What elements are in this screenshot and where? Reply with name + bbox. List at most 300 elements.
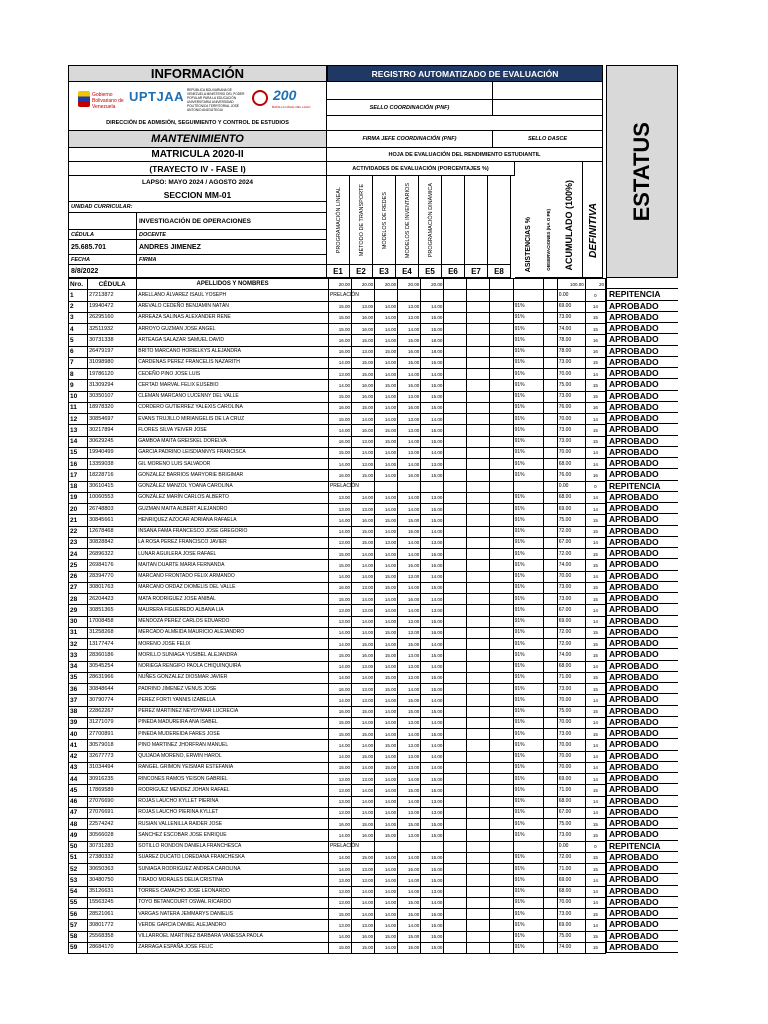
status-badge: APROBADO (606, 942, 678, 953)
grade-cell: 16.00 (421, 627, 444, 638)
row-number: 47 (69, 807, 88, 818)
grade-cell: 14.00 (375, 447, 398, 458)
grade-blank (490, 717, 513, 728)
row-observacion (543, 560, 557, 571)
grade-cell: 13.00 (328, 920, 351, 931)
grade-cell: 15.00 (421, 774, 444, 785)
docente-label: DOCENTE (136, 230, 327, 240)
row-definitiva: 15 (585, 650, 605, 661)
grade-blank (444, 582, 467, 593)
row-cedula: 30650363 (88, 864, 137, 875)
row-definitiva: 15 (585, 909, 605, 920)
grade-blank (444, 492, 467, 503)
bicentenario-logo: 200 (273, 87, 297, 103)
grade-blank (444, 549, 467, 560)
grade-blank (490, 324, 513, 335)
grade-cell: 13.00 (352, 301, 375, 312)
table-row (69, 886, 606, 897)
activity-header: PROGRAMACIÓN LINEAL (335, 187, 342, 254)
grade-blank (444, 560, 467, 571)
status-badge: APROBADO (606, 616, 678, 627)
row-observacion (543, 875, 557, 886)
row-number: 9 (69, 380, 88, 391)
grade-blank (444, 706, 467, 717)
table-row (69, 369, 606, 380)
grade-cell: 15.00 (375, 515, 398, 526)
row-name: CARDENAS PEREZ FRANCELIS NAZARITH (137, 357, 329, 368)
grade-cell: 13.00 (328, 785, 351, 796)
grade-blank (467, 312, 490, 323)
grade-cell: 15.00 (328, 729, 351, 740)
status-badge: APROBADO (606, 931, 678, 942)
row-name: MARCANO ORDAZ DIOMELIS DEL VALLE (137, 582, 329, 593)
grade-cell: 14.00 (375, 942, 398, 953)
row-definitiva: 14 (585, 875, 605, 886)
grade-blank (490, 436, 513, 447)
grade-cell: 14.00 (398, 605, 421, 616)
grade-blank (421, 481, 444, 492)
grade-cell: 15.00 (421, 729, 444, 740)
row-acumulado: 67.00 (557, 537, 585, 548)
grade-blank (444, 796, 467, 807)
grade-cell: 14.00 (328, 751, 351, 762)
row-acumulado: 73.00 (557, 594, 585, 605)
grade-cell: 15.00 (398, 560, 421, 571)
row-definitiva: 0 (585, 481, 605, 492)
row-observacion (543, 470, 557, 481)
grade-blank (467, 515, 490, 526)
row-asistencia: 91% (513, 436, 543, 447)
grade-cell: 16.00 (328, 684, 351, 695)
grade-cell: 16.00 (328, 436, 351, 447)
grade-cell: 15.00 (352, 852, 375, 863)
grade-blank (467, 301, 490, 312)
row-number: 52 (69, 864, 88, 875)
row-name: MAITAN DUARTE MARIA FERNANDA (137, 560, 329, 571)
grade-blank (490, 582, 513, 593)
activity-header-wrap (350, 176, 373, 265)
grade-blank (490, 459, 513, 470)
status-badge: APROBADO (606, 874, 678, 885)
row-name: NORIEGA RENGIFO PAOLA CHIQUINQUIRÁ (137, 661, 329, 672)
row-asistencia: 91% (513, 414, 543, 425)
grade-blank (490, 470, 513, 481)
activity-header-cell (373, 176, 396, 265)
row-acumulado: 73.00 (557, 729, 585, 740)
grade-cell: 16.00 (398, 470, 421, 481)
grade-blank (467, 717, 490, 728)
grade-cell: 15.00 (328, 301, 351, 312)
row-observacion (543, 616, 557, 627)
row-asistencia: 91% (513, 582, 543, 593)
acc-weight-cell: 100.00 (557, 279, 585, 290)
grade-cell: 14.00 (328, 627, 351, 638)
row-acumulado: 73.00 (557, 312, 585, 323)
row-definitiva: 15 (585, 639, 605, 650)
grade-cell: 14.00 (352, 897, 375, 908)
row-observacion (543, 335, 557, 346)
row-cedula: 26479197 (88, 346, 137, 357)
row-cedula: 32677773 (88, 751, 137, 762)
table-row (69, 582, 606, 593)
row-definitiva: 14 (585, 886, 605, 897)
grade-cell: 14.00 (375, 414, 398, 425)
row-observacion (543, 436, 557, 447)
row-observacion (543, 447, 557, 458)
row-name: EVANS TRUJILLO MIRIANGELIS DE LA CRUZ (137, 414, 329, 425)
row-cedula: 30854697 (88, 414, 137, 425)
grade-cell: 15.00 (421, 830, 444, 841)
grade-cell: 14.00 (375, 785, 398, 796)
grade-cell: 14.00 (398, 492, 421, 503)
status-badge: APROBADO (606, 919, 678, 930)
activity-header-cell (442, 176, 465, 265)
row-asistencia: 91% (513, 324, 543, 335)
row-name: GONZÁLEZ MANZOL YOANA CAROLINA (137, 481, 329, 492)
row-cedula: 27380332 (88, 852, 137, 863)
grade-blank (444, 639, 467, 650)
grade-cell: 13.00 (328, 504, 351, 515)
row-number: 12 (69, 414, 88, 425)
status-badge: APROBADO (606, 582, 678, 593)
row-observacion (543, 920, 557, 931)
row-name: CEDEÑO PINO JOSE LUIS (137, 369, 329, 380)
row-number: 58 (69, 931, 88, 942)
grade-cell: 14.00 (375, 492, 398, 503)
status-badge: APROBADO (606, 672, 678, 683)
row-cedula: 30566028 (88, 830, 137, 841)
grade-cell: 15.00 (352, 729, 375, 740)
row-number: 26 (69, 571, 88, 582)
grade-cell: 14.00 (375, 909, 398, 920)
table-row (69, 605, 606, 616)
grade-blank (467, 942, 490, 953)
row-observacion (543, 729, 557, 740)
row-definitiva: 15 (585, 864, 605, 875)
row-asistencia: 91% (513, 774, 543, 785)
grade-blank (490, 672, 513, 683)
status-badge: REPITENCIA (606, 481, 678, 492)
grade-blank (490, 312, 513, 323)
grade-cell: 15.00 (352, 470, 375, 481)
row-asistencia: 91% (513, 796, 543, 807)
row-name: ARTEAGA SALAZAR SAMUEL DAVID (137, 335, 329, 346)
matricula-label: MATRICULA 2020-II (68, 148, 327, 162)
row-number: 19 (69, 492, 88, 503)
row-definitiva: 15 (585, 785, 605, 796)
row-name: PADRINO JIMENEZ VENUS JOSE (137, 684, 329, 695)
row-definitiva: 15 (585, 830, 605, 841)
row-name: PINO MARTINEZ JHORFRAN MANUEL (137, 740, 329, 751)
table-row (69, 909, 606, 920)
grade-cell: 14.00 (421, 751, 444, 762)
row-acumulado: 69.00 (557, 504, 585, 515)
table-row (69, 470, 606, 481)
row-definitiva: 14 (585, 807, 605, 818)
grade-blank (444, 695, 467, 706)
eval-header: E6 (442, 265, 465, 278)
status-badge: APROBADO (606, 897, 678, 908)
row-definitiva: 14 (585, 537, 605, 548)
grade-blank (490, 875, 513, 886)
grade-cell: 15.00 (328, 324, 351, 335)
row-observacion (543, 639, 557, 650)
row-definitiva: 14 (585, 616, 605, 627)
grade-cell: 15.00 (421, 650, 444, 661)
row-observacion (543, 830, 557, 841)
row-cedula: 30217894 (88, 425, 137, 436)
row-name: RINCONES RAMOS YEISON GABRIEL (137, 774, 329, 785)
grade-blank (444, 819, 467, 830)
table-row (69, 931, 606, 942)
grade-cell: 14.00 (328, 571, 351, 582)
grade-cell: 15.00 (328, 549, 351, 560)
row-definitiva: 15 (585, 852, 605, 863)
row-acumulado: 68.00 (557, 886, 585, 897)
row-cedula: 18978320 (88, 402, 137, 413)
row-asistencia: 91% (513, 931, 543, 942)
grade-cell: 14.00 (328, 380, 351, 391)
grade-blank (444, 380, 467, 391)
grade-cell: 14.00 (421, 447, 444, 458)
row-observacion (543, 549, 557, 560)
grade-blank (467, 774, 490, 785)
status-badge: APROBADO (606, 818, 678, 829)
grade-cell: 14.00 (352, 796, 375, 807)
row-acumulado: 73.00 (557, 830, 585, 841)
grade-blank (444, 425, 467, 436)
grade-cell: 15.00 (421, 436, 444, 447)
grade-cell: 13.00 (421, 605, 444, 616)
grade-cell: 13.00 (328, 875, 351, 886)
activity-header: MODELOS DE INVENTARIOS (404, 182, 411, 259)
grade-blank (467, 447, 490, 458)
grade-cell: 14.00 (398, 796, 421, 807)
grade-blank (467, 324, 490, 335)
grade-cell: 13.00 (421, 537, 444, 548)
row-cedula: 30848644 (88, 684, 137, 695)
grade-blank (490, 751, 513, 762)
row-cedula: 28684170 (88, 942, 137, 953)
weight-cell: 20.00 (421, 279, 444, 290)
row-acumulado: 72.00 (557, 639, 585, 650)
logos-row (68, 82, 327, 116)
row-cedula: 31309294 (88, 380, 137, 391)
grade-cell: 16.00 (352, 324, 375, 335)
grade-blank (467, 785, 490, 796)
grade-blank (467, 875, 490, 886)
grade-blank (467, 571, 490, 582)
grade-cell: 14.00 (375, 897, 398, 908)
gobierno-logo: Gobierno Bolivariano de Venezuela (78, 89, 126, 111)
grade-blank (467, 695, 490, 706)
row-observacion (543, 402, 557, 413)
row-asistencia: 91% (513, 537, 543, 548)
grade-cell: 14.00 (352, 672, 375, 683)
grade-cell: 14.00 (352, 414, 375, 425)
grade-blank (467, 526, 490, 537)
row-observacion (543, 931, 557, 942)
row-cedula: 28521061 (88, 909, 137, 920)
row-asistencia: 91% (513, 875, 543, 886)
grade-blank (490, 335, 513, 346)
grade-blank (444, 740, 467, 751)
row-name: MORENO JOSE FELIX (137, 639, 329, 650)
row-observacion (543, 762, 557, 773)
row-cedula: 30350107 (88, 391, 137, 402)
row-name: VARGAS NATERA JEMMARYS DANIELIS (137, 909, 329, 920)
row-definitiva: 14 (585, 920, 605, 931)
weight-blank (444, 279, 467, 290)
grade-cell: 14.00 (421, 594, 444, 605)
row-number: 14 (69, 436, 88, 447)
row-asistencia (513, 481, 543, 492)
row-name: CERTAD MARVAL FELIX EUSEBIO (137, 380, 329, 391)
row-cedula: 27213872 (88, 290, 137, 301)
obs-blank (543, 279, 557, 290)
grade-cell: 14.00 (398, 324, 421, 335)
grade-cell: 13.00 (352, 504, 375, 515)
row-number: 33 (69, 650, 88, 661)
activity-header-cell (396, 176, 419, 265)
grade-blank (375, 841, 398, 852)
status-badge: APROBADO (606, 784, 678, 795)
grade-blank (490, 402, 513, 413)
grade-cell: 14.00 (398, 875, 421, 886)
grade-cell: 13.00 (352, 459, 375, 470)
row-number: 2 (69, 301, 88, 312)
grade-cell: 14.00 (375, 695, 398, 706)
grade-blank (444, 537, 467, 548)
row-definitiva: 14 (585, 717, 605, 728)
grade-blank (375, 481, 398, 492)
weight-cell: 20.00 (375, 279, 398, 290)
row-definitiva: 15 (585, 436, 605, 447)
grade-cell: 16.00 (398, 346, 421, 357)
row-asistencia: 91% (513, 312, 543, 323)
status-badge: APROBADO (606, 334, 678, 345)
row-asistencia: 91% (513, 819, 543, 830)
table-row (69, 492, 606, 503)
row-number: 59 (69, 942, 88, 953)
grade-blank (490, 796, 513, 807)
row-asistencia: 91% (513, 447, 543, 458)
row-cedula: 22862267 (88, 706, 137, 717)
row-name: HENRIQUEZ AZOCAR ADRIANA RAFAELA (137, 515, 329, 526)
acumulado-cell (556, 175, 582, 275)
table-row (69, 875, 606, 886)
status-badge: APROBADO (606, 514, 678, 525)
grade-blank (467, 672, 490, 683)
row-name: GONZÁLEZ MARÍN CARLOS ALBERTO (137, 492, 329, 503)
row-cedula: 19940499 (88, 447, 137, 458)
row-observacion (543, 594, 557, 605)
row-number: 15 (69, 447, 88, 458)
grade-blank (444, 571, 467, 582)
row-asistencia: 91% (513, 886, 543, 897)
row-number: 38 (69, 706, 88, 717)
grade-blank (444, 909, 467, 920)
grade-cell: 14.00 (421, 301, 444, 312)
row-acumulado: 73.00 (557, 391, 585, 402)
status-badge: APROBADO (606, 717, 678, 728)
row-cedula: 30801763 (88, 582, 137, 593)
table-row (69, 706, 606, 717)
grade-cell: 16.00 (352, 312, 375, 323)
row-name: ARROYO GUZMAN JOSE ANGEL (137, 324, 329, 335)
grade-cell: 14.00 (375, 796, 398, 807)
status-badge: APROBADO (606, 694, 678, 705)
row-definitiva: 14 (585, 571, 605, 582)
unidad-value: INVESTIGACIÓN DE OPERACIONES (136, 213, 327, 230)
grade-blank (490, 447, 513, 458)
row-cedula: 27076690 (88, 796, 137, 807)
grade-cell: 14.00 (328, 931, 351, 942)
table-row (69, 312, 606, 323)
grade-cell: 14.00 (398, 684, 421, 695)
row-observacion (543, 717, 557, 728)
grade-cell: 15.00 (421, 391, 444, 402)
row-acumulado: 72.00 (557, 627, 585, 638)
weight-blank (467, 279, 490, 290)
grade-cell: 15.00 (398, 380, 421, 391)
row-definitiva: 15 (585, 582, 605, 593)
activity-header: PROGRAMACIÓN DINÁMICA (427, 183, 434, 258)
row-number: 7 (69, 357, 88, 368)
observaciones-header: OBSERVACIONES (NA O PE) (545, 209, 551, 271)
grade-blank (490, 729, 513, 740)
grade-cell: 15.00 (328, 312, 351, 323)
grade-cell: 13.00 (398, 312, 421, 323)
row-observacion (543, 785, 557, 796)
row-acumulado: 73.00 (557, 582, 585, 593)
row-name: GONZALEZ BARRIOS MARYORIE BRIGIMAR (137, 470, 329, 481)
grade-blank (444, 864, 467, 875)
row-acumulado: 67.00 (557, 605, 585, 616)
grade-cell: 15.00 (352, 639, 375, 650)
fecha-value: 8/8/2022 (68, 265, 136, 278)
grade-cell: 15.00 (421, 312, 444, 323)
grade-cell: 16.00 (328, 335, 351, 346)
grade-blank (444, 312, 467, 323)
grade-cell: 15.00 (375, 684, 398, 695)
table-row (69, 740, 606, 751)
row-number: 56 (69, 909, 88, 920)
row-cedula: 30731338 (88, 335, 137, 346)
grade-cell: 15.00 (421, 515, 444, 526)
row-asistencia: 91% (513, 560, 543, 571)
grade-blank (490, 897, 513, 908)
firma-label: FIRMA (136, 255, 327, 265)
row-number: 31 (69, 627, 88, 638)
grade-blank (444, 762, 467, 773)
grade-cell: 16.00 (398, 594, 421, 605)
table-row (69, 357, 606, 368)
row-acumulado: 69.00 (557, 301, 585, 312)
grade-cell: 15.00 (398, 335, 421, 346)
row-number: 54 (69, 886, 88, 897)
grade-cell: 13.00 (352, 436, 375, 447)
row-asistencia: 91% (513, 717, 543, 728)
grade-blank (467, 830, 490, 841)
grade-cell: 13.00 (352, 920, 375, 931)
status-badge: APROBADO (606, 829, 678, 840)
row-cedula: 30845661 (88, 515, 137, 526)
grade-blank (490, 909, 513, 920)
row-number: 27 (69, 582, 88, 593)
grade-blank (467, 661, 490, 672)
status-badge: APROBADO (606, 424, 678, 435)
